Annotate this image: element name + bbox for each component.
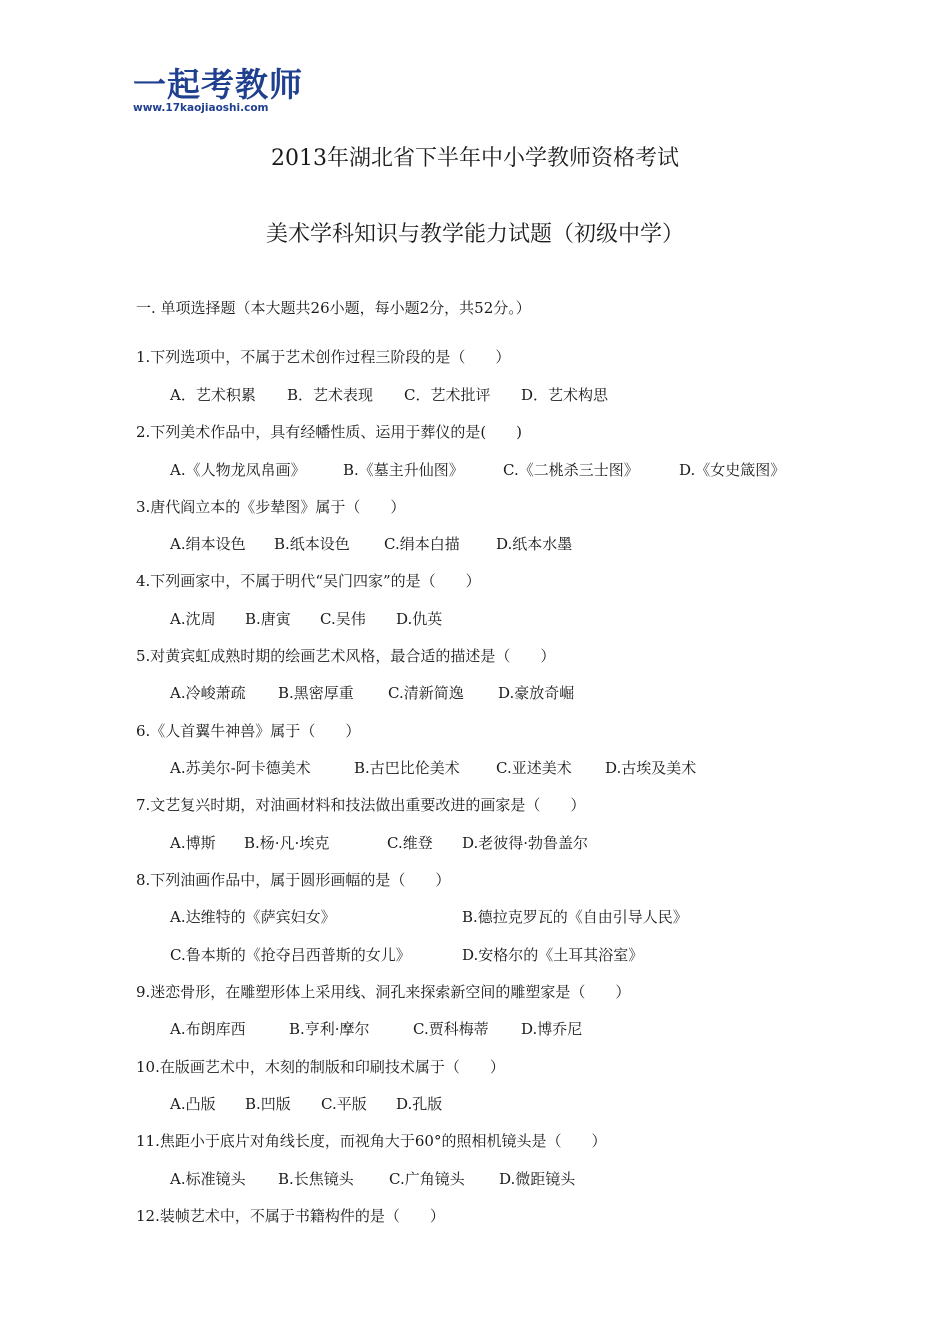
option: C.平版 xyxy=(321,1095,367,1113)
option: D.纸本水墨 xyxy=(496,535,573,553)
option: B.长焦镜头 xyxy=(278,1170,354,1188)
option: A.凸版 xyxy=(170,1095,216,1113)
question-options xyxy=(170,533,572,555)
option: C.吴伟 xyxy=(320,610,366,628)
option: D.微距镜头 xyxy=(499,1170,576,1188)
question-stem: 8.下列油画作品中，属于圆形画幅的是（ ） xyxy=(136,871,451,889)
question-options xyxy=(170,757,696,779)
question-options xyxy=(170,944,643,966)
option: C.维登 xyxy=(387,834,433,852)
question-stem: 2.下列美术作品中，具有经幡性质、运用于葬仪的是( ) xyxy=(136,423,523,441)
question-stem: 9.迷恋骨形，在雕塑形体上采用线、洞孔来探索新空间的雕塑家是（ ） xyxy=(136,983,631,1001)
option: A.沈周 xyxy=(170,610,216,628)
option: D.仇英 xyxy=(396,610,443,628)
question-options xyxy=(170,1018,582,1040)
option: D.古埃及美术 xyxy=(605,759,697,777)
option: B.黑密厚重 xyxy=(278,684,354,702)
option: D.《女史箴图》 xyxy=(679,461,786,479)
option: A.标准镜头 xyxy=(170,1170,246,1188)
option: B．艺术表现 xyxy=(287,386,374,404)
option: B.亨利·摩尔 xyxy=(289,1020,370,1038)
option: A.苏美尔-阿卡德美术 xyxy=(170,759,311,777)
option: B.杨·凡·埃克 xyxy=(244,834,330,852)
option: B.纸本设色 xyxy=(274,535,350,553)
question-options xyxy=(170,384,608,406)
option: B.古巴比伦美术 xyxy=(354,759,460,777)
option: C.绢本白描 xyxy=(384,535,460,553)
option: A.《人物龙凤帛画》 xyxy=(170,461,306,479)
question-stem: 7.文艺复兴时期，对油画材料和技法做出重要改进的画家是（ ） xyxy=(136,796,586,814)
brand-logo xyxy=(133,67,303,114)
option: A.绢本设色 xyxy=(170,535,246,553)
option: C.贾科梅蒂 xyxy=(413,1020,489,1038)
question-stem: 6.《人首翼牛神兽》属于（ ） xyxy=(136,722,361,740)
option: D.博乔尼 xyxy=(521,1020,583,1038)
option: C．艺术批评 xyxy=(404,386,491,404)
question-options xyxy=(170,832,588,854)
question-options xyxy=(170,1168,575,1190)
option: D．艺术构思 xyxy=(521,386,609,404)
question-options xyxy=(170,682,574,704)
question-options xyxy=(170,906,688,928)
option: A.博斯 xyxy=(170,834,216,852)
logo-text: 一起考教师 xyxy=(133,65,303,104)
option: C.广角镜头 xyxy=(389,1170,465,1188)
question-stem: 1.下列选项中，不属于艺术创作过程三阶段的是（ ） xyxy=(136,348,511,366)
question-stem: 11.焦距小于底片对角线长度，而视角大于60°的照相机镜头是（ ） xyxy=(136,1132,607,1150)
option: C.亚述美术 xyxy=(496,759,572,777)
option: B.《墓主升仙图》 xyxy=(343,461,464,479)
question-stem: 10.在版画艺术中，木刻的制版和印刷技术属于（ ） xyxy=(136,1058,505,1076)
option: C.《二桃杀三士图》 xyxy=(503,461,639,479)
option: B.德拉克罗瓦的《自由引导人民》 xyxy=(462,908,688,926)
option: B.凹版 xyxy=(245,1095,291,1113)
question-stem: 4.下列画家中，不属于明代“吴门四家”的是（ ） xyxy=(136,572,481,590)
logo-url: www.17kaojiaoshi.com xyxy=(133,102,269,114)
option: D.孔版 xyxy=(396,1095,443,1113)
option: C.清新简逸 xyxy=(388,684,464,702)
option: D.豪放奇崛 xyxy=(498,684,575,702)
question-stem: 12.装帧艺术中，不属于书籍构件的是（ ） xyxy=(136,1207,445,1225)
option: A.达维特的《萨宾妇女》 xyxy=(170,908,336,926)
option: B.唐寅 xyxy=(245,610,291,628)
option: A.冷峻萧疏 xyxy=(170,684,246,702)
option: D.老彼得·勃鲁盖尔 xyxy=(462,834,589,852)
exam-subtitle: 美术学科知识与教学能力试题（初级中学） xyxy=(265,222,684,247)
option: C.鲁本斯的《抢夺吕西普斯的女儿》 xyxy=(170,946,411,964)
question-options xyxy=(170,459,785,481)
exam-title: 2013年湖北省下半年中小学教师资格考试 xyxy=(271,146,679,171)
question-options xyxy=(170,1093,442,1115)
question-options xyxy=(170,608,442,630)
question-stem: 5.对黄宾虹成熟时期的绘画艺术风格，最合适的描述是（ ） xyxy=(136,647,556,665)
section-heading: 一. 单项选择题（本大题共26小题，每小题2分，共52分。） xyxy=(136,299,531,317)
option: D.安格尔的《土耳其浴室》 xyxy=(462,946,644,964)
option: A.布朗库西 xyxy=(170,1020,246,1038)
option: A．艺术积累 xyxy=(170,386,256,404)
question-stem: 3.唐代阎立本的《步辇图》属于（ ） xyxy=(136,498,406,516)
